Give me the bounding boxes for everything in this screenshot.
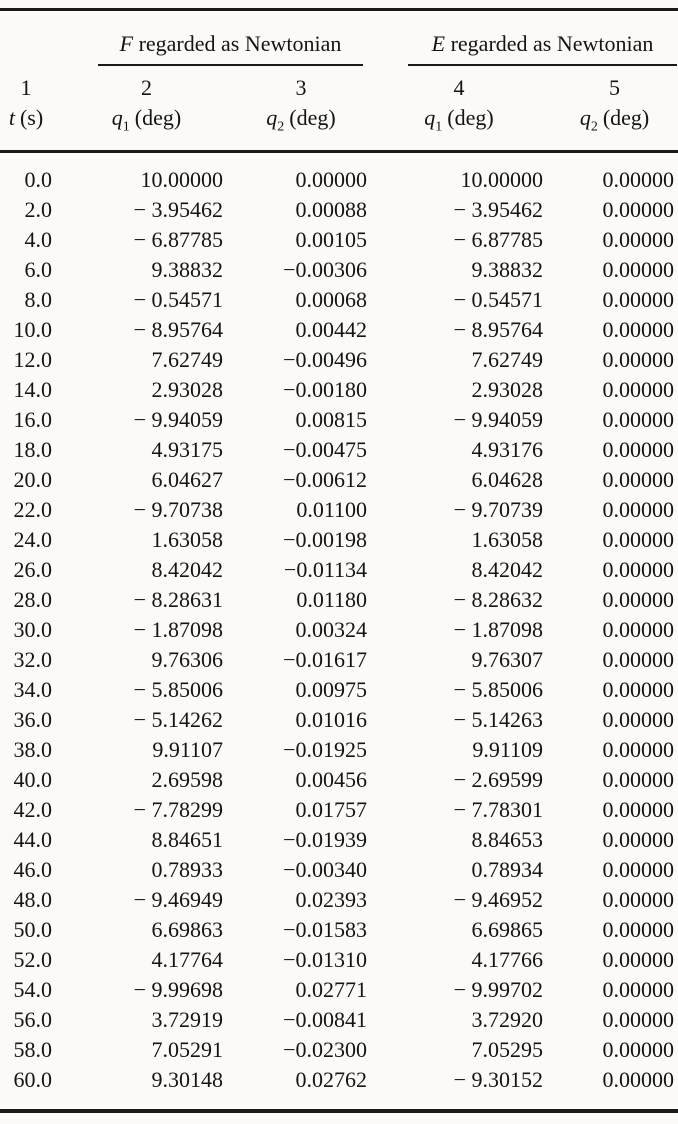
- table-cell: − 9.46949: [133, 887, 223, 912]
- table-cell: 9.38832: [471, 257, 544, 282]
- table-cell: 0.00000: [602, 1067, 675, 1092]
- table-cell: 0.01016: [295, 707, 368, 732]
- table-cell: 30.0: [13, 617, 52, 642]
- table-cell: −0.01925: [283, 737, 368, 762]
- table-cell: 6.69865: [471, 917, 544, 942]
- table-cell: 7.62749: [151, 347, 223, 372]
- table-cell: − 6.87785: [453, 227, 544, 252]
- table-cell: 36.0: [13, 707, 52, 732]
- table-cell: 0.00000: [602, 767, 675, 792]
- column-header-q2-f: [235, 66, 375, 152]
- table-cell: 0.01180: [296, 587, 368, 612]
- spanner-f-cell: [70, 10, 375, 66]
- table-cell: 7.05295: [471, 1037, 544, 1062]
- table-cell: 0.00975: [295, 677, 368, 702]
- table-cell: 24.0: [13, 527, 52, 552]
- table-cell: 0.00000: [602, 317, 675, 342]
- variable-subscript: 1: [435, 119, 443, 135]
- table-cell: 0.00000: [602, 887, 675, 912]
- variable-subscript: 2: [590, 119, 598, 135]
- table-cell: 0.00000: [602, 647, 675, 672]
- column-header-q2-e: [555, 66, 678, 152]
- table-row: [0, 405, 678, 435]
- table-cell: 0.00000: [602, 1037, 675, 1062]
- table-cell: 0.00000: [602, 497, 675, 522]
- table-cell: 0.00000: [602, 977, 675, 1002]
- table-cell: 6.0: [24, 257, 52, 282]
- table-cell: 6.69863: [151, 917, 223, 942]
- table-row: [0, 375, 678, 405]
- table-cell: 22.0: [13, 497, 52, 522]
- column-number: 4: [453, 75, 465, 101]
- table-cell: 1.63058: [471, 527, 544, 552]
- table-cell: 34.0: [13, 677, 52, 702]
- table-row: [0, 345, 678, 375]
- column-header-q1-f: [70, 66, 235, 152]
- table-cell: − 1.87098: [133, 617, 223, 642]
- table-cell: 8.84651: [151, 827, 223, 852]
- table-row: [0, 495, 678, 525]
- table-cell: 8.0: [24, 287, 52, 312]
- table-cell: 2.93028: [471, 377, 544, 402]
- table-cell: 44.0: [13, 827, 52, 852]
- spanner-spacer: [0, 10, 70, 66]
- column-label: [375, 103, 543, 142]
- table-cell: − 2.69599: [453, 767, 544, 792]
- table-cell: − 7.78301: [453, 797, 544, 822]
- table-cell: 56.0: [13, 1007, 52, 1032]
- variable-symbol: q: [266, 105, 278, 131]
- table-cell: − 3.95462: [133, 197, 223, 222]
- table-cell: 0.0: [24, 167, 52, 192]
- table-cell: 0.01100: [296, 497, 368, 522]
- table-cell: 0.00000: [602, 827, 675, 852]
- table-cell: − 8.95764: [133, 317, 223, 342]
- table-cell: 3.72920: [471, 1007, 544, 1032]
- table-cell: 10.00000: [140, 167, 223, 192]
- table-cell: 9.76307: [471, 647, 544, 672]
- table-cell: 2.69598: [151, 767, 223, 792]
- table-cell: 0.00000: [602, 917, 675, 942]
- table-cell: 4.17766: [471, 947, 544, 972]
- table-cell: − 5.85006: [133, 677, 223, 702]
- spanner-f-text: regarded as Newtonian: [133, 30, 342, 56]
- table-body: [0, 152, 678, 1112]
- table-cell: 0.00000: [602, 407, 675, 432]
- table-cell: 7.62749: [471, 347, 544, 372]
- table-row: [0, 285, 678, 315]
- table-cell: 0.00000: [602, 677, 675, 702]
- table-cell: 9.91107: [152, 737, 223, 762]
- spanner-e-cell: [375, 10, 678, 66]
- table-row: [0, 525, 678, 555]
- table-cell: 18.0: [13, 437, 52, 462]
- table-cell: 0.00000: [602, 167, 675, 192]
- table-cell: −0.00198: [283, 527, 368, 552]
- table-row: [0, 1035, 678, 1065]
- table-cell: 0.00000: [602, 527, 675, 552]
- table-cell: −0.01134: [283, 557, 368, 582]
- table-row: [0, 645, 678, 675]
- table-cell: 20.0: [13, 467, 52, 492]
- table-cell: −0.01939: [283, 827, 368, 852]
- unit-label: (deg): [289, 105, 336, 131]
- table-cell: − 3.95462: [453, 197, 544, 222]
- table-row: [0, 1005, 678, 1035]
- table-cell: 0.78933: [151, 857, 223, 882]
- table-row: [0, 315, 678, 345]
- table-cell: 0.00000: [602, 287, 675, 312]
- table-cell: 8.42042: [471, 557, 544, 582]
- table-cell: 0.01757: [295, 797, 368, 822]
- table-cell: 60.0: [13, 1067, 52, 1092]
- table-cell: − 9.46952: [453, 887, 544, 912]
- table-row: [0, 855, 678, 885]
- table-cell: 0.00000: [602, 707, 675, 732]
- table-cell: − 0.54571: [453, 287, 544, 312]
- table-cell: − 9.99702: [453, 977, 544, 1002]
- column-label: [555, 103, 674, 142]
- table-cell: 54.0: [13, 977, 52, 1002]
- table-cell: 7.05291: [151, 1037, 223, 1062]
- table-cell: 0.00000: [602, 737, 675, 762]
- table-cell: −0.01617: [283, 647, 368, 672]
- table-cell: 32.0: [13, 647, 52, 672]
- column-number: 5: [609, 75, 621, 101]
- table-cell: 0.00068: [295, 287, 368, 312]
- column-header-row: [0, 66, 678, 152]
- table-cell: − 5.14262: [133, 707, 223, 732]
- table-row: [0, 975, 678, 1005]
- table-cell: 4.0: [24, 227, 52, 252]
- table-cell: 0.00000: [602, 617, 675, 642]
- table-cell: 1.63058: [151, 527, 223, 552]
- table-cell: − 8.28631: [133, 587, 223, 612]
- table-cell: − 9.70738: [133, 497, 223, 522]
- column-label: [0, 103, 52, 142]
- unit-label: (deg): [134, 105, 182, 131]
- table-row: [0, 705, 678, 735]
- spanner-e-label: [408, 31, 677, 66]
- table-cell: 0.00000: [602, 857, 675, 882]
- unit-label: (deg): [447, 105, 494, 131]
- variable-symbol: q: [579, 105, 591, 131]
- table-cell: 28.0: [13, 587, 52, 612]
- table-cell: 0.00088: [295, 197, 368, 222]
- table-cell: − 8.95764: [453, 317, 544, 342]
- table-cell: 0.00000: [602, 557, 675, 582]
- table-cell: 52.0: [13, 947, 52, 972]
- table-cell: 8.84653: [471, 827, 544, 852]
- table-cell: − 9.30152: [453, 1067, 544, 1092]
- table-cell: − 7.78299: [133, 797, 223, 822]
- table-cell: 0.00000: [602, 197, 675, 222]
- table-cell: −0.00306: [283, 257, 368, 282]
- variable-symbol: t: [8, 105, 15, 131]
- table-row: [0, 255, 678, 285]
- table-cell: −0.00841: [283, 1007, 368, 1032]
- table-cell: 0.00456: [295, 767, 368, 792]
- table-cell: 0.00000: [602, 467, 675, 492]
- table-cell: 40.0: [13, 767, 52, 792]
- unit-label: (deg): [602, 105, 650, 131]
- table-cell: 2.93028: [151, 377, 223, 402]
- unit-label: (s): [19, 105, 44, 131]
- table-cell: 0.00000: [602, 347, 675, 372]
- table-cell: −0.01310: [283, 947, 368, 972]
- table-cell: 0.00000: [602, 257, 675, 282]
- variable-subscript: 2: [277, 119, 285, 135]
- table-row: [0, 195, 678, 225]
- column-label: [70, 103, 223, 142]
- table-cell: 48.0: [13, 887, 52, 912]
- table-cell: 4.17764: [151, 947, 223, 972]
- scanned-paper-page: [0, 8, 678, 1124]
- table-cell: 0.00815: [295, 407, 368, 432]
- table-cell: 0.00000: [602, 1007, 675, 1032]
- table-cell: 46.0: [13, 857, 52, 882]
- spanner-f-label: [98, 31, 363, 66]
- table-row: [0, 795, 678, 825]
- table-cell: 14.0: [13, 377, 52, 402]
- spanner-row: [0, 10, 678, 66]
- table-row: [0, 615, 678, 645]
- table-cell: −0.00496: [283, 347, 368, 372]
- table-cell: 0.00324: [295, 617, 368, 642]
- table-cell: −0.01583: [283, 917, 368, 942]
- column-number: 2: [141, 75, 152, 101]
- table-cell: 0.00000: [295, 167, 368, 192]
- table-cell: 9.91109: [472, 737, 544, 762]
- table-cell: 26.0: [13, 557, 52, 582]
- table-cell: 38.0: [13, 737, 52, 762]
- table-cell: 0.00105: [295, 227, 368, 252]
- column-header-t: [0, 66, 70, 152]
- table-row: [0, 765, 678, 795]
- table-cell: −0.02300: [283, 1037, 368, 1062]
- column-header-q1-e: [375, 66, 555, 152]
- table-row: [0, 555, 678, 585]
- column-number: 1: [20, 75, 32, 101]
- table-cell: 4.93176: [471, 437, 544, 462]
- table-cell: 6.04628: [471, 467, 544, 492]
- table-row: [0, 825, 678, 855]
- table-cell: 6.04627: [151, 467, 223, 492]
- table-cell: 58.0: [13, 1037, 52, 1062]
- table-row: [0, 915, 678, 945]
- table-cell: − 9.94059: [133, 407, 223, 432]
- table-cell: − 9.94059: [453, 407, 544, 432]
- spanner-e-symbol: E: [431, 30, 446, 56]
- table-cell: 8.42042: [151, 557, 223, 582]
- table-cell: − 1.87098: [453, 617, 544, 642]
- column-label: [235, 103, 367, 142]
- table-cell: 4.93175: [151, 437, 223, 462]
- table-cell: 50.0: [13, 917, 52, 942]
- table-cell: 12.0: [13, 347, 52, 372]
- table-cell: − 5.14263: [453, 707, 544, 732]
- table-row: [0, 675, 678, 705]
- table-cell: −0.00612: [283, 467, 368, 492]
- variable-symbol: q: [111, 105, 123, 131]
- table-cell: 16.0: [13, 407, 52, 432]
- table-cell: 10.00000: [460, 167, 544, 192]
- table-row: [0, 152, 678, 196]
- table-cell: 0.00442: [295, 317, 368, 342]
- table-cell: 2.0: [24, 197, 52, 222]
- table-cell: 0.02771: [295, 977, 368, 1002]
- spanner-e-text: regarded as Newtonian: [445, 30, 654, 56]
- table-cell: 9.30148: [151, 1067, 223, 1092]
- variable-symbol: q: [424, 105, 436, 131]
- table-row: [0, 465, 678, 495]
- table-cell: 0.00000: [602, 587, 675, 612]
- table-row: [0, 885, 678, 915]
- table-header: [0, 10, 678, 152]
- spanner-f-symbol: F: [119, 30, 134, 56]
- table-cell: −0.00475: [283, 437, 368, 462]
- table-cell: 10.0: [13, 317, 52, 342]
- table-cell: −0.00340: [283, 857, 368, 882]
- table-row: [0, 225, 678, 255]
- table-row: [0, 1065, 678, 1111]
- simulation-results-table: [0, 8, 678, 1113]
- table-cell: 0.02762: [295, 1067, 368, 1092]
- table-cell: − 0.54571: [133, 287, 223, 312]
- table-cell: 0.00000: [602, 797, 675, 822]
- table-cell: − 5.85006: [453, 677, 544, 702]
- table-row: [0, 735, 678, 765]
- table-cell: 9.38832: [151, 257, 223, 282]
- table-cell: 0.00000: [602, 227, 675, 252]
- table-cell: −0.00180: [283, 377, 368, 402]
- table-cell: 0.00000: [602, 437, 675, 462]
- table-cell: 3.72919: [151, 1007, 223, 1032]
- table-cell: − 8.28632: [453, 587, 544, 612]
- table-row: [0, 585, 678, 615]
- table-cell: − 6.87785: [133, 227, 223, 252]
- table-cell: 0.78934: [471, 857, 544, 882]
- table-cell: − 9.70739: [453, 497, 544, 522]
- table-row: [0, 945, 678, 975]
- table-cell: 0.00000: [602, 377, 675, 402]
- table-cell: 9.76306: [151, 647, 223, 672]
- column-number: 3: [295, 75, 307, 101]
- variable-subscript: 1: [122, 119, 130, 135]
- table-cell: 0.00000: [602, 947, 675, 972]
- table-cell: − 9.99698: [133, 977, 223, 1002]
- table-cell: 42.0: [13, 797, 52, 822]
- table-cell: 0.02393: [295, 887, 368, 912]
- table-row: [0, 435, 678, 465]
